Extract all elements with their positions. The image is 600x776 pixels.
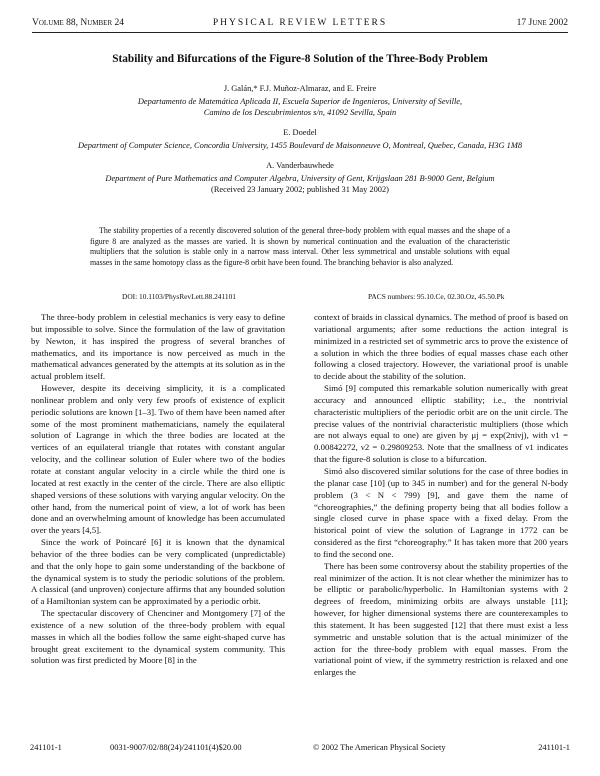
authors-group-1: J. Galán,* F.J. Muñoz-Almaraz, and E. Freire [223, 84, 377, 93]
paragraph: However, despite its deceiving simplicity, it is a complicated nonlinear problem and only very few proofs of existence of explicit periodic solutions are known [1–3]. Two of them have been named after some of the most prominent mathematicians, namely the equilateral solution of Lagrange in which the three bodies are located at the vertices of an equilateral triangle that rotates with constant angular velocity, and the collinear solution of Euler where two of the bodies rotate at constant angular velocity in a circle while the third one is located at rest exactly in the center of the circle. There are also elliptic shaped versions of these solutions with varying angular velocity. On the other hand, from the numerical point of view, a lot of work has been done and an overwhelming amount of knowledge has been accumulated over the years [4,5]. [31, 383, 285, 536]
paragraph: Simó also discovered similar solutions for the case of three bodies in the planar case [10] (up to 345 in number) and for the general N-body problem (3 < N < 799) [9], and gave them the name of “choreographies,” the defining property being that all bodies follow a single closed curve in phase space with a fixed delay. From the historical point of view the solution of Lagrange in 1772 can be considered as the first “choreography.” It has taken more that 200 years to find the second one. [314, 465, 568, 559]
header-journal: PHYSICAL REVIEW LETTERS [212, 18, 388, 28]
affiliation-2: Department of Computer Science, Concordia University, 1455 Boulevard de Maisonneuve O, Montreal, Quebec, Canada, H3G 1M8 [77, 141, 523, 150]
paragraph: There has been some controversy about the stability properties of the real minimizer of the action. It is not clear whether the minimizer has to be elliptic or parabolic/hyperbolic. In Hamiltonian systems with 2 degrees of freedom, minimizing orbits are always unstable [11]; however, for higher dimensional systems there are counterexamples to this statement. It has been suggested [12] that there must exist a less symmetric and unstable solution that is the actual minimizer of the action for the three-body problem with equal masses. From the variational point of view, if the symmetry restriction is relaxed and one enlarges the [314, 560, 568, 678]
paper-title: Stability and Bifurcations of the Figure-8 Solution of the Three-Body Problem [112, 53, 488, 65]
footer-page-number-right: 241101-1 [538, 743, 570, 752]
affiliation-1a: Departamento de Matemática Aplicada II, Escuela Superior de Ingenieros, University of Seville, [137, 97, 463, 106]
doi: DOI: 10.1103/PhysRevLett.88.241101 [122, 292, 237, 301]
running-header [32, 18, 568, 33]
right-column [314, 312, 568, 679]
affiliation-3: Department of Pure Mathematics and Computer Algebra, University of Gent, Krijgslaan 281 B-9000 Gent, Belgium [105, 174, 495, 183]
header-volume: Volume 88, Number 24 [32, 18, 125, 28]
authors-group-3: A. Vanderbauwhede [266, 161, 334, 170]
footer-page-number: 241101-1 [30, 743, 62, 752]
header-date: 17 June 2002 [516, 18, 568, 28]
abstract: The stability properties of a recently discovered solution of the general three-body problem with equal masses and the shape of a figure 8 are analyzed as the masses are varied. It is shown by numerical continuation and the evaluation of the characteristic multipliers that the solution is stable only in a narrow mass interval. Other less symmetrical and unstable solutions with equal masses in the same homotopy class as the figure-8 orbit have been found. The branching behavior is also analyzed. [90, 226, 510, 267]
pacs-numbers: PACS numbers: 95.10.Ce, 02.30.Oz, 45.50.Pk [368, 292, 505, 301]
left-column [31, 312, 285, 667]
paragraph: Simó [9] computed this remarkable solution numerically with great accuracy and announced elliptic stability; i.e., the nontrivial characteristic multipliers of the periodic orbit are on the unit circle. The precise values of the nontrivial characteristic multipliers (those which are not always equal to one) are given by μj = exp(2πiνj), with ν1 = 0.00842272, ν2 = 0.29809253. Note that the smallness of ν1 indicates that the figure-8 solution is close to a bifurcation. [314, 383, 568, 465]
received-dates: (Received 23 January 2002; published 31 May 2002) [211, 185, 389, 194]
paragraph: The three-body problem in celestial mechanics is very easy to define but impossible to solve. Since the formulation of the law of gravitation by Newton, it has inspired the progress of several branches of mathematics, and its importance is now perceived as much in the mathematical advances generated by the attempts at its solution as in the actual problem itself. [31, 312, 285, 382]
paragraph: Since the work of Poincaré [6] it is known that the dynamical behavior of the three bodies can be very complicated (unpredictable) and that the only hope to gain some understanding of the backbone of the dynamical system is to study the periodic solutions of the problem. A classical (and unproven) conjecture affirms that any bounded solution of a Hamiltonian system can be approximated by a periodic orbit. [31, 537, 285, 607]
footer-copyright: © 2002 The American Physical Society [313, 743, 446, 752]
paragraph: context of braids in classical dynamics. The method of proof is based on variational arguments; after some reductions the action integral is minimized in a restricted set of symmetric arcs to prove the existence of a solution in which the three bodies of equal masses chase each other following a closed trajectory. However, the variational proof is unable to decide about the stability of the solution. [314, 312, 568, 382]
affiliation-1b: Camino de los Descubrimientos s/n, 41092 Sevilla, Spain [203, 108, 397, 117]
footer-code: 0031-9007/02/88(24)/241101(4)$20.00 [110, 743, 242, 752]
paragraph: The spectacular discovery of Chenciner and Montgomery [7] of the existence of a new solution of the three-body problem with equal masses in which all the bodies follow the same eight-shaped curve has brought great excitement to the dynamical system community. This solution was first predicted by Moore [8] in the [31, 608, 285, 666]
authors-group-2: E. Doedel [283, 128, 317, 137]
